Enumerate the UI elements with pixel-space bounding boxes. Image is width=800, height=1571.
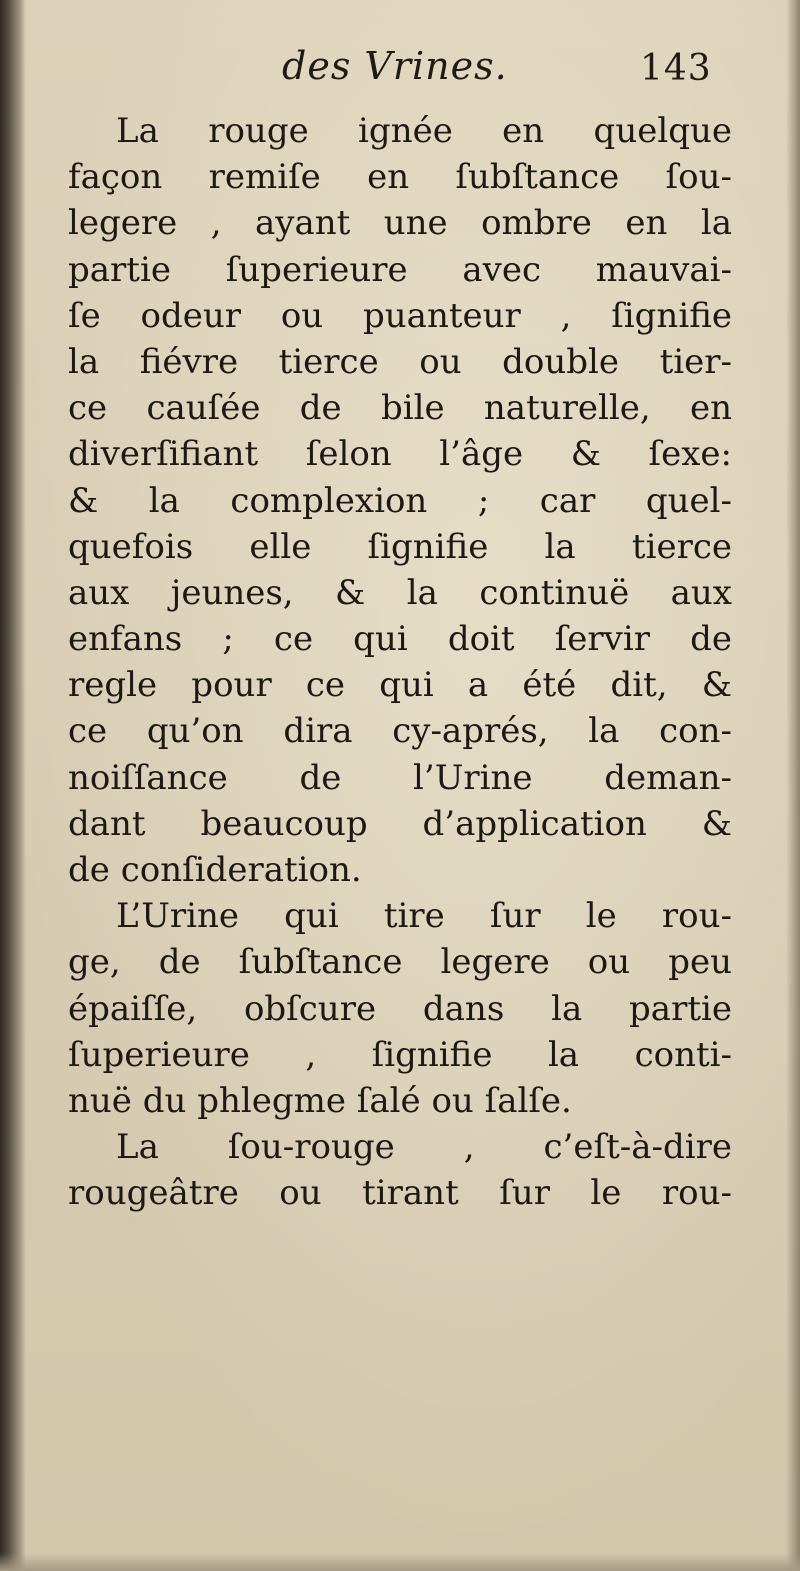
- page-edge-right: [786, 0, 800, 1571]
- text-line: La rouge ignée en quelque: [116, 111, 732, 151]
- text-line: & la complexion ; car quel-: [68, 480, 732, 521]
- text-line: L’Urine qui tire ſur le rou-: [116, 896, 732, 937]
- body-text: [68, 108, 732, 1217]
- page-edge-bottom: [0, 1553, 800, 1571]
- text-line: regle pour ce qui a été dit, &: [68, 665, 732, 706]
- text-line: dant beaucoup d’application &: [68, 803, 732, 844]
- text-line: enfans ; ce qui doit ſervir de: [68, 619, 732, 660]
- text-line: épaiſſe, obſcure dans la partie: [68, 988, 732, 1029]
- text-line: diverſifiant ſelon l’âge & ſexe:: [68, 434, 732, 475]
- running-header: [0, 44, 800, 104]
- page-number: 143: [640, 48, 712, 89]
- text-line: noiſſance de l’Urine deman-: [68, 757, 732, 798]
- text-line: partie ſuperieure avec mauvai-: [68, 249, 732, 290]
- running-title: des Vrines.: [282, 44, 508, 88]
- page-binding-shadow: [0, 0, 26, 1571]
- text-line: rougeâtre ou tirant ſur le rou-: [68, 1173, 732, 1214]
- text-line: quefois elle ſignifie la tierce: [68, 526, 732, 567]
- text-line: ce qu’on dira cy-aprés, la con-: [68, 711, 732, 752]
- text-line: La ſou-rouge , c’eſt-à-dire: [116, 1127, 732, 1168]
- text-line: aux jeunes, & la continuë aux: [68, 572, 732, 613]
- text-line: de conſideration.: [68, 850, 362, 890]
- text-line: nuë du phlegme ſalé ou ſalſe.: [68, 1080, 572, 1121]
- text-line: ce cauſée de bile naturelle, en: [68, 388, 732, 429]
- text-line: la fiévre tierce ou double tier-: [68, 341, 732, 382]
- text-line: façon remiſe en ſubſtance ſou-: [68, 157, 732, 198]
- text-line: ge, de ſubſtance legere ou peu: [68, 942, 732, 983]
- text-line: ſe odeur ou puanteur , ſignifie: [68, 295, 732, 336]
- text-line: legere , ayant une ombre en la: [68, 203, 732, 244]
- text-line: ſuperieure , ſignifie la conti-: [68, 1034, 732, 1075]
